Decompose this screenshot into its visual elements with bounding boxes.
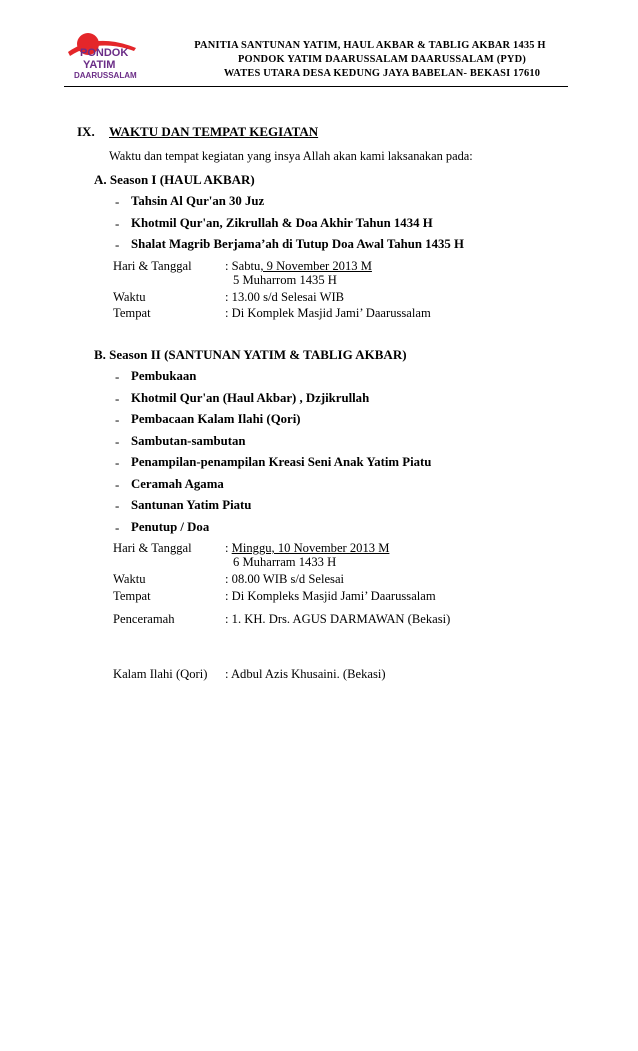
section-number: IX. (77, 124, 95, 139)
season-2-place-label: Tempat (113, 589, 151, 603)
season-2-bullet-dash: - (115, 434, 120, 449)
season-2-item: Penutup / Doa (131, 520, 210, 534)
season-1-place-label: Tempat (113, 306, 151, 320)
season-2-item: Sambutan-sambutan (131, 434, 246, 448)
season-2-bullet-dash: - (115, 520, 120, 535)
season-1-bullet-dash: - (115, 216, 120, 231)
season-1-date-day: Sabtu (231, 259, 261, 273)
season-2-item: Penampilan-penampilan Kreasi Seni Anak Yatim Piatu (131, 455, 432, 469)
season-1-date-value (225, 259, 372, 274)
season-1-item: Shalat Magrib Berjama’ah di Tutup Doa Awal Tahun 1435 H (131, 237, 464, 251)
season-2-time-label: Waktu (113, 572, 146, 586)
letterhead-line-2: PONDOK YATIM DAARUSSALAM DAARUSSALAM (PYD) (238, 54, 526, 65)
logo-text-yatim: YATIM (83, 59, 116, 71)
letterhead-divider (64, 86, 568, 87)
season-2-heading: B. Season II (SANTUNAN YATIM & TABLIG AKBAR) (94, 347, 407, 362)
season-1-place-value: : Di Komplek Masjid Jami’ Daarussalam (225, 306, 431, 320)
season-2-date-value (225, 541, 389, 556)
season-2-item: Khotmil Qur'an (Haul Akbar) , Dzjikrullah (131, 391, 370, 405)
season-2-item: Pembukaan (131, 369, 197, 383)
season-1-bullet-dash: - (115, 237, 120, 252)
season-2-bullet-dash: - (115, 391, 120, 406)
season-2-item: Ceramah Agama (131, 477, 224, 491)
season-2-qori-label: Kalam Ilahi (Qori) (113, 667, 208, 681)
season-2-place-value: : Di Kompleks Masjid Jami’ Daarussalam (225, 589, 436, 603)
pondok-yatim-logo (66, 26, 158, 84)
logo-graphic (66, 26, 158, 84)
season-2-speaker-label: Penceramah (113, 612, 175, 626)
season-1-hijri-date: 5 Muharrom 1435 H (233, 273, 337, 287)
letterhead-line-1: PANITIA SANTUNAN YATIM, HAUL AKBAR & TABLIG AKBAR 1435 H (194, 40, 546, 51)
section-intro: Waktu dan tempat kegiatan yang insya Allah akan kami laksanakan pada: (109, 149, 473, 163)
season-2-date-colon: : (225, 541, 232, 555)
season-2-hijri-date: 6 Muharram 1433 H (233, 555, 337, 569)
season-2-bullet-dash: - (115, 455, 120, 470)
letterhead-line-3: WATES UTARA DESA KEDUNG JAYA BABELAN- BEKASI 17610 (223, 68, 541, 79)
logo-text-pondok: PONDOK (80, 47, 129, 59)
season-1-item: Tahsin Al Qur'an 30 Juz (131, 194, 265, 208)
season-2-time-value: : 08.00 WIB s/d Selesai (225, 572, 345, 586)
season-2-date-underlined: Minggu, 10 November 2013 M (231, 541, 390, 555)
section-title: WAKTU DAN TEMPAT KEGIATAN (109, 124, 319, 139)
season-2-date-label: Hari & Tanggal (113, 541, 192, 555)
season-2-bullet-dash: - (115, 498, 120, 513)
logo-text-daarussalam: DAARUSSALAM (74, 71, 137, 80)
season-1-time-label: Waktu (113, 290, 146, 304)
season-1-date-label: Hari & Tanggal (113, 259, 192, 273)
season-2-item: Santunan Yatim Piatu (131, 498, 252, 512)
season-1-date-underlined: , 9 November 2013 M (260, 259, 372, 273)
season-2-qori-value: : Adbul Azis Khusaini. (Bekasi) (225, 667, 386, 681)
season-1-heading: A. Season I (HAUL AKBAR) (94, 172, 255, 187)
season-2-bullet-dash: - (115, 412, 120, 427)
season-1-date-colon: : (225, 259, 232, 273)
season-1-item: Khotmil Qur'an, Zikrullah & Doa Akhir Tahun 1434 H (131, 216, 433, 230)
season-2-item: Pembacaan Kalam Ilahi (Qori) (131, 412, 301, 426)
season-2-speaker-value: : 1. KH. Drs. AGUS DARMAWAN (Bekasi) (225, 612, 451, 626)
season-2-bullet-dash: - (115, 477, 120, 492)
season-1-bullet-dash: - (115, 194, 120, 209)
season-2-bullet-dash: - (115, 369, 120, 384)
season-1-time-value: : 13.00 s/d Selesai WIB (225, 290, 345, 304)
